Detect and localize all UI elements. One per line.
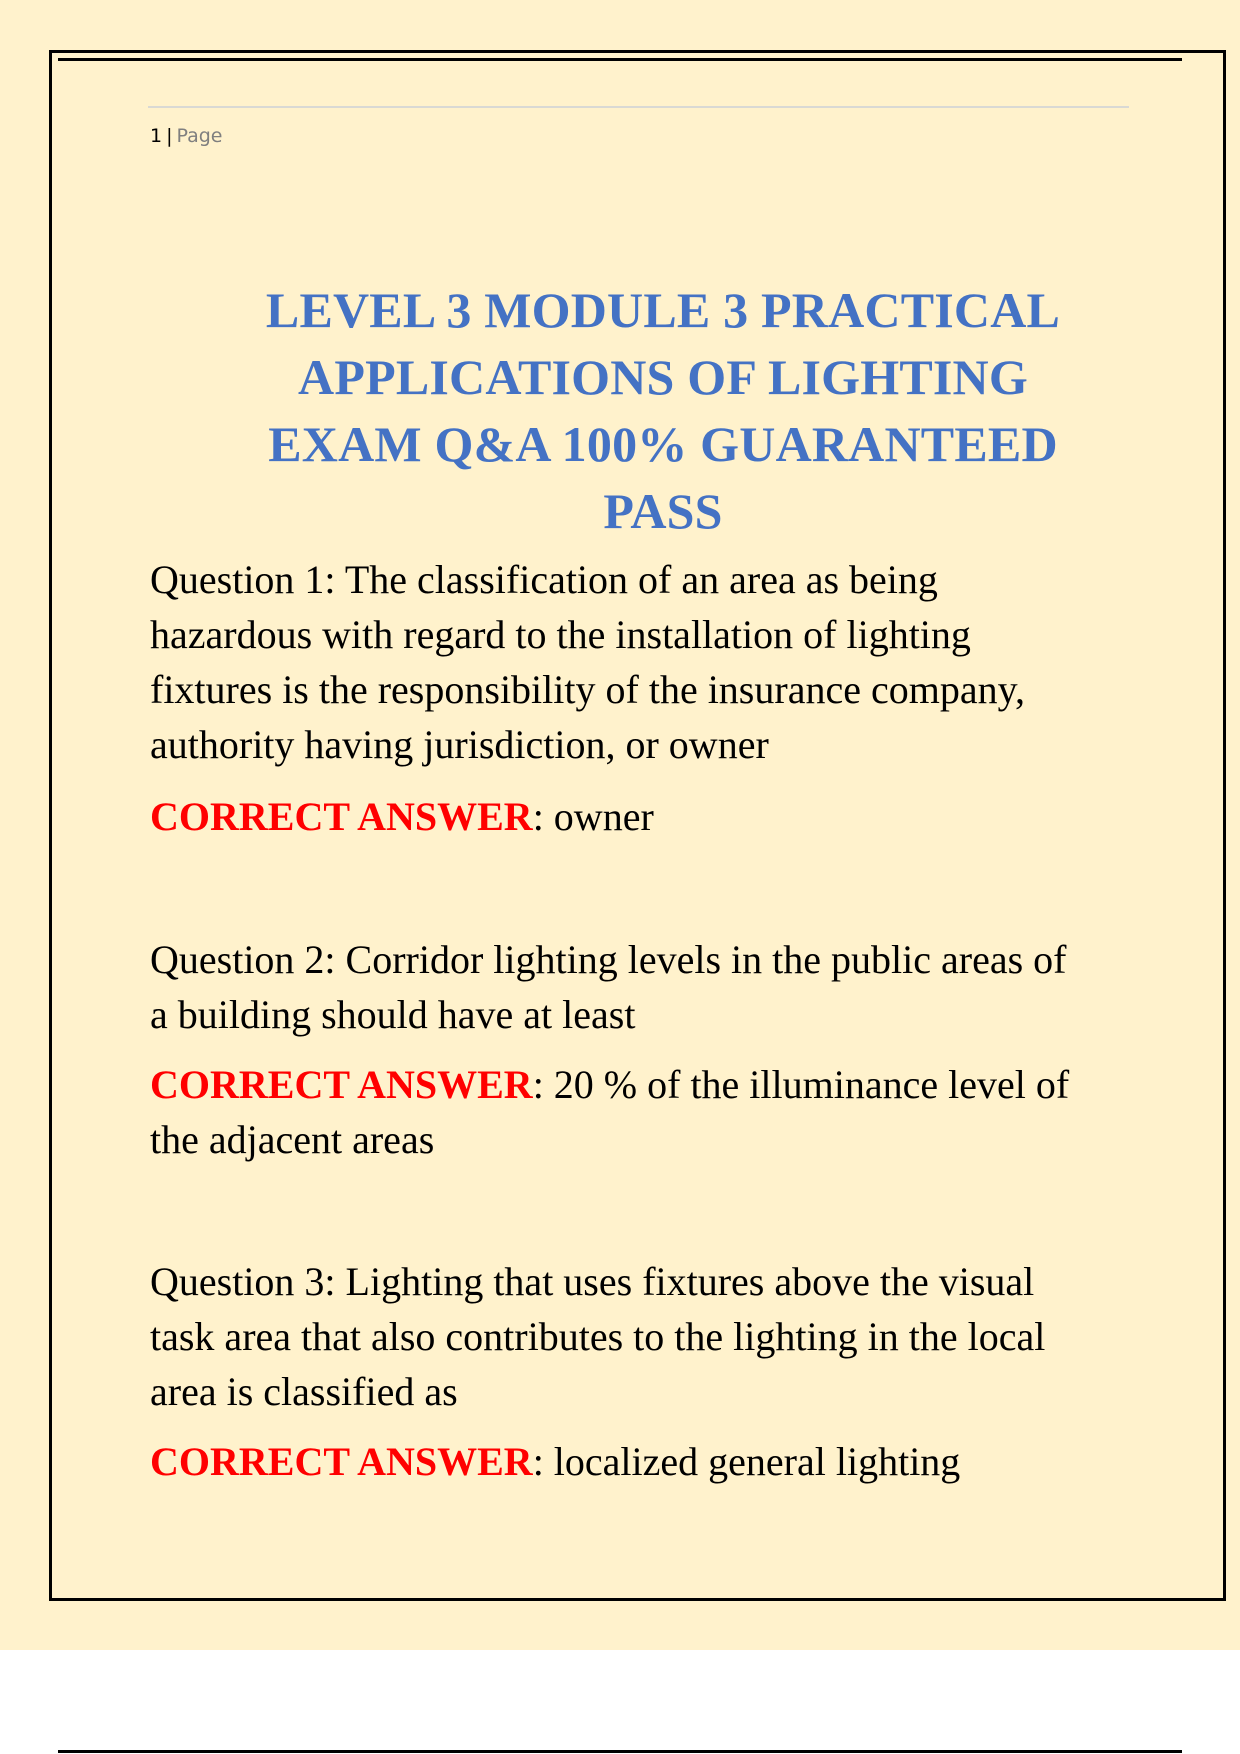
- correct-answer-label: CORRECT ANSWER: [150, 1439, 533, 1484]
- question-text-line: Question 3: Lighting that uses fixtures above the visual: [150, 1259, 1035, 1304]
- question-2: [150, 932, 1130, 1042]
- answer-line: [150, 1057, 1130, 1112]
- title-line: PASS: [603, 483, 723, 539]
- question-text-line: Question 1: The classification of an area as being: [150, 557, 938, 602]
- header-rule: [148, 106, 1129, 108]
- question-text-line: fixtures is the responsibility of the insurance company,: [150, 667, 1025, 712]
- page-number-label: Page: [176, 125, 223, 147]
- answer-line: [150, 1434, 1130, 1489]
- correct-answer-label: CORRECT ANSWER: [150, 1062, 533, 1107]
- answer-text: : 20 % of the illuminance level of: [532, 1062, 1070, 1107]
- answer-1: [150, 789, 1130, 844]
- question-3: [150, 1254, 1130, 1419]
- answer-text: : owner: [532, 794, 654, 839]
- correct-answer-label: CORRECT ANSWER: [150, 794, 533, 839]
- question-1: [150, 552, 1130, 772]
- top-divider-line: [58, 58, 1182, 61]
- question-text-line: hazardous with regard to the installation of lighting: [150, 612, 971, 657]
- title-line: APPLICATIONS OF LIGHTING: [298, 349, 1028, 405]
- answer-line: [150, 789, 1130, 844]
- answer-3: [150, 1434, 1130, 1489]
- answer-text-line: the adjacent areas: [150, 1117, 435, 1162]
- question-text-line: a building should have at least: [150, 992, 636, 1037]
- answer-text: : localized general lighting: [532, 1439, 961, 1484]
- next-page-top-line: [58, 1750, 1182, 1753]
- document-title: [190, 277, 1136, 545]
- page-number-separator: |: [166, 125, 173, 147]
- answer-2: [150, 1057, 1130, 1167]
- question-text-line: area is classified as: [150, 1369, 458, 1414]
- page-number-value: 1: [150, 125, 163, 147]
- question-text-line: Question 2: Corridor lighting levels in the public areas of: [150, 937, 1067, 982]
- question-text-line: authority having jurisdiction, or owner: [150, 722, 769, 767]
- page-number: [150, 124, 223, 148]
- title-line: EXAM Q&A 100% GUARANTEED: [268, 416, 1058, 472]
- title-line: LEVEL 3 MODULE 3 PRACTICAL: [265, 282, 1061, 338]
- question-text-line: task area that also contributes to the lighting in the local: [150, 1314, 1046, 1359]
